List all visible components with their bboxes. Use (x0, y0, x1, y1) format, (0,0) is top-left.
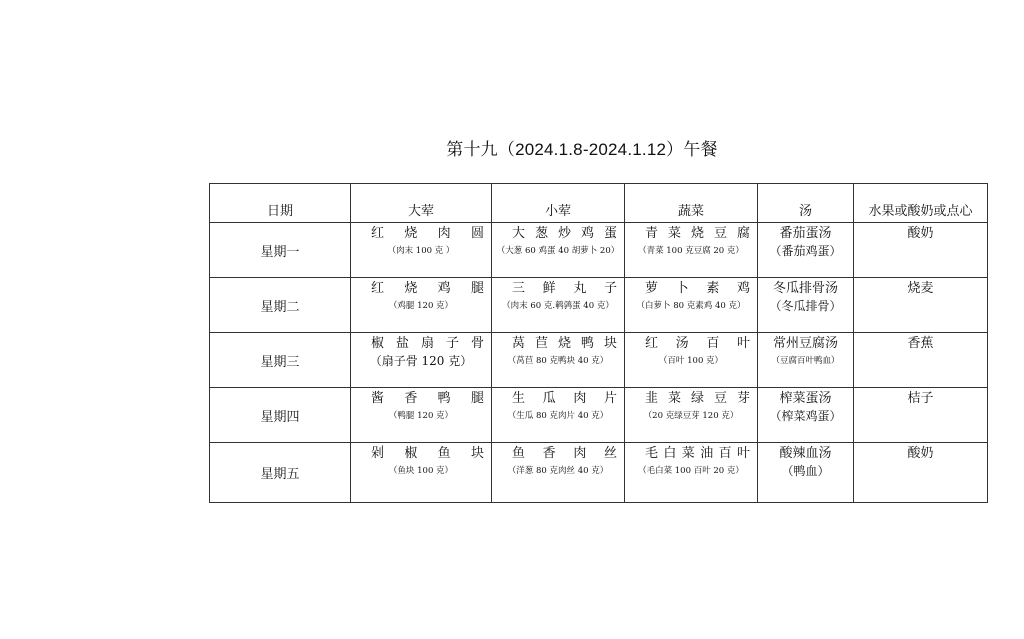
dish-note: （生瓜 80 克肉片 40 克） (507, 411, 609, 421)
day-cell: 星期五 (210, 443, 351, 503)
big-meat-cell (351, 333, 492, 388)
dish-note: （莴苣 80 克鸭块 40 克） (507, 356, 609, 366)
lunch-menu-table (209, 183, 988, 503)
vegetable-cell (625, 278, 758, 333)
dish-name: 莴苣烧鸭块 (512, 336, 618, 351)
dish-name: 椒盐扇子骨 (371, 336, 485, 351)
dish-name: 鱼香肉丝 (512, 446, 618, 461)
page-title: 第十九（2024.1.8-2024.1.12）午餐 (446, 140, 718, 159)
day-cell: 星期三 (210, 333, 351, 388)
soup-name: 酸辣血汤 (779, 446, 832, 461)
vegetable-cell (625, 333, 758, 388)
dish-name: 萝卜素鸡 (645, 281, 751, 296)
fruit-name: 香蕉 (907, 336, 934, 351)
dish-note: （鱼块 100 克） (388, 466, 454, 476)
table-row (210, 333, 988, 388)
dish-note: （大葱 60 鸡蛋 40 胡萝卜 20） (496, 246, 620, 256)
big-meat-cell (351, 443, 492, 503)
dish-name: 韭菜绿豆芽 (645, 391, 751, 406)
fruit-cell (854, 443, 988, 503)
vegetable-cell (625, 443, 758, 503)
soup-name: 常州豆腐汤 (772, 336, 838, 351)
dish-note: （毛白菜 100 百叶 20 克） (638, 466, 744, 476)
soup-note: （榨菜鸡蛋） (769, 409, 842, 423)
fruit-name: 烧麦 (907, 281, 934, 296)
soup-cell (758, 388, 854, 443)
fruit-cell (854, 388, 988, 443)
dish-note: （鸭腿 120 克） (388, 411, 454, 421)
soup-name: 榨菜蛋汤 (779, 391, 832, 406)
big-meat-cell (351, 223, 492, 278)
dish-name: 剁椒鱼块 (371, 446, 485, 461)
dish-name: 大葱炒鸡蛋 (512, 226, 618, 241)
small-meat-cell (492, 443, 625, 503)
header-soup: 汤 (758, 184, 854, 223)
vegetable-cell (625, 388, 758, 443)
soup-cell (758, 333, 854, 388)
soup-name: 冬瓜排骨汤 (772, 281, 838, 296)
fruit-cell (854, 223, 988, 278)
dish-note: （扇子骨 120 克） (369, 354, 473, 368)
day-cell: 星期一 (210, 223, 351, 278)
big-meat-cell (351, 278, 492, 333)
day-cell: 星期四 (210, 388, 351, 443)
dish-name: 生瓜肉片 (512, 391, 618, 406)
dish-name: 红烧肉圆 (371, 226, 485, 241)
header-small-meat: 小荤 (492, 184, 625, 223)
table-row (210, 278, 988, 333)
header-vegetable: 蔬菜 (625, 184, 758, 223)
soup-cell (758, 278, 854, 333)
dish-name: 酱香鸭腿 (371, 391, 485, 406)
small-meat-cell (492, 333, 625, 388)
table-row (210, 443, 988, 503)
soup-note: （鸭血） (781, 464, 830, 478)
dish-note: （青菜 100 克豆腐 20 克） (638, 246, 744, 256)
dish-name: 三鲜丸子 (512, 281, 618, 296)
dish-name: 毛白菜油百叶 (645, 446, 751, 461)
dish-name: 青菜烧豆腐 (645, 226, 751, 241)
vegetable-cell (625, 223, 758, 278)
small-meat-cell (492, 388, 625, 443)
dish-note: （洋葱 80 克肉丝 40 克） (507, 466, 609, 476)
dish-note: （20 克绿豆芽 120 克） (643, 411, 739, 421)
small-meat-cell (492, 223, 625, 278)
fruit-name: 酸奶 (907, 226, 934, 241)
dish-note: （百叶 100 克） (658, 356, 724, 366)
dish-note: （白萝卜 80 克素鸡 40 克） (636, 301, 746, 311)
dish-note: （肉末 60 克.鹌鹑蛋 40 克） (502, 301, 614, 311)
dish-name: 红烧鸡腿 (371, 281, 485, 296)
small-meat-cell (492, 278, 625, 333)
table-header-row (210, 184, 988, 223)
soup-name: 番茄蛋汤 (779, 226, 832, 241)
fruit-name: 酸奶 (907, 446, 934, 461)
dish-note: （肉末 100 克 ） (387, 246, 455, 256)
soup-cell (758, 223, 854, 278)
day-cell: 星期二 (210, 278, 351, 333)
table-row (210, 223, 988, 278)
table-row (210, 388, 988, 443)
soup-note: （豆腐百叶鸭血） (771, 356, 840, 366)
soup-cell (758, 443, 854, 503)
fruit-name: 桔子 (907, 391, 934, 406)
dish-name: 红汤百叶 (645, 336, 751, 351)
header-big-meat: 大荤 (351, 184, 492, 223)
soup-note: （番茄鸡蛋） (769, 244, 842, 258)
big-meat-cell (351, 388, 492, 443)
fruit-cell (854, 333, 988, 388)
fruit-cell (854, 278, 988, 333)
dish-note: （鸡腿 120 克） (388, 301, 454, 311)
header-date: 日期 (210, 184, 351, 223)
soup-note: （冬瓜排骨） (769, 299, 842, 313)
header-fruit: 水果或酸奶或点心 (854, 184, 988, 223)
